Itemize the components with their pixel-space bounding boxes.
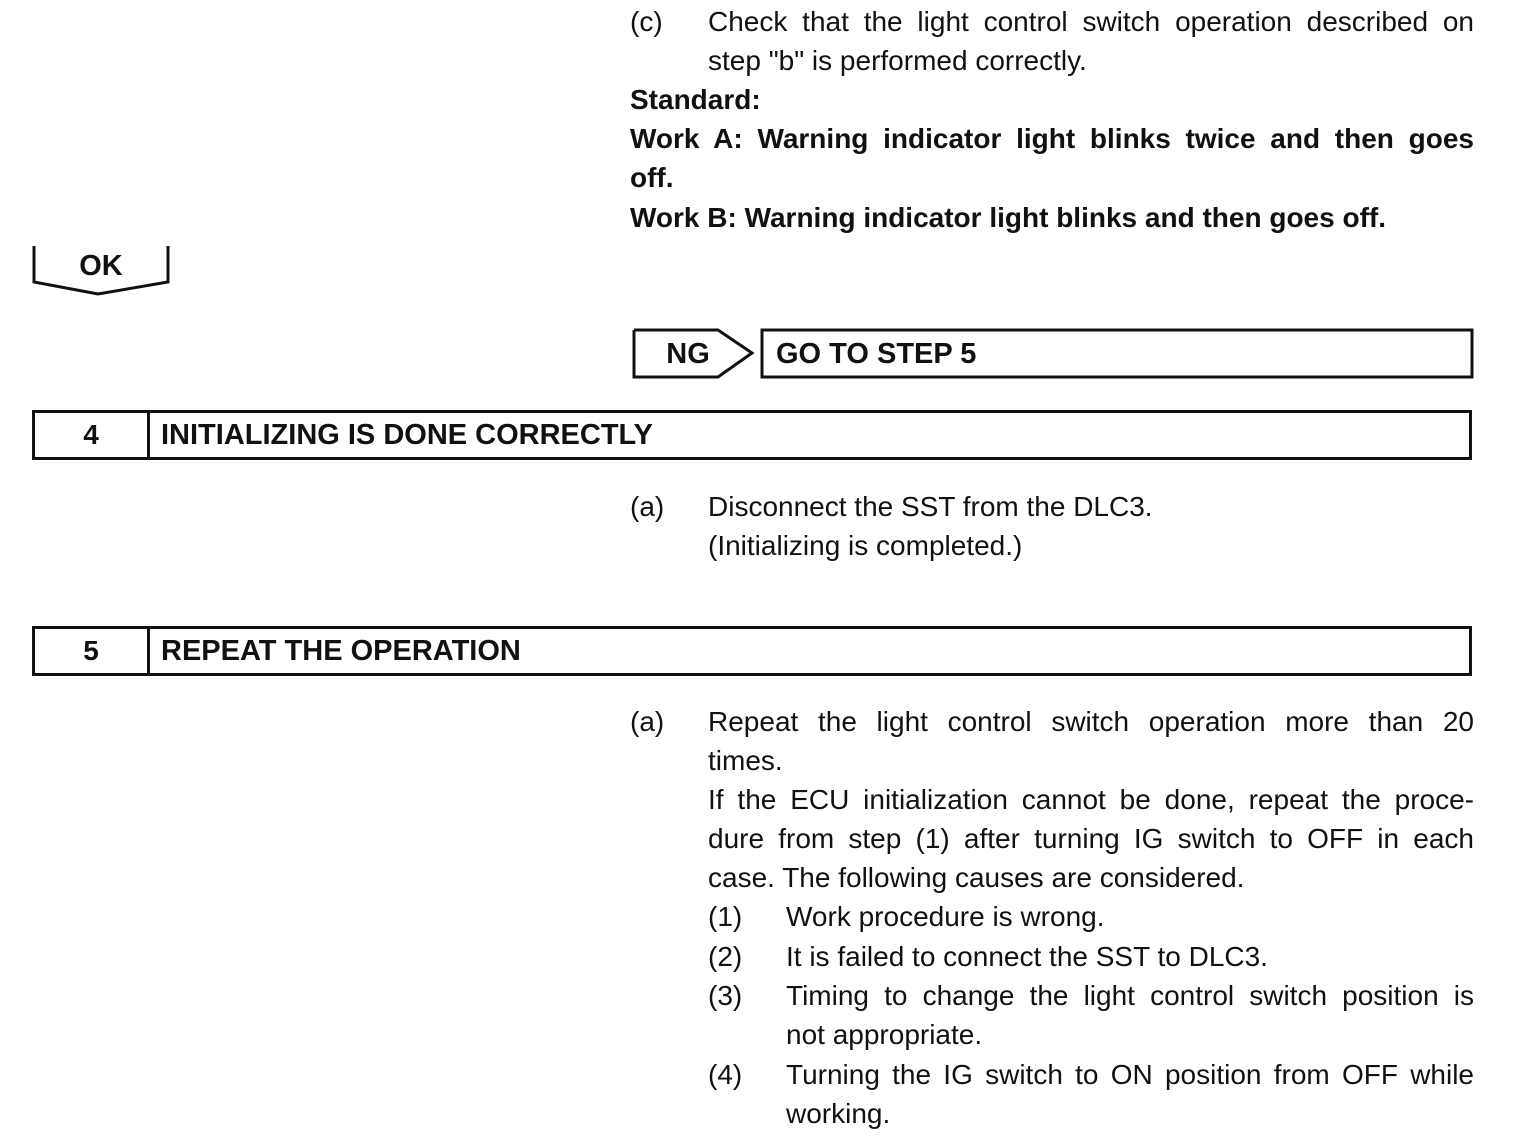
standard-heading: Standard: — [630, 84, 761, 115]
standard-work-b: Work B: Warning indicator light blinks and then goes off. — [630, 202, 1386, 233]
step-5-a-line4: dure from step (1) after turning IG switch to OFF in each — [708, 823, 1474, 854]
cause-3-line2: not appropriate. — [786, 1019, 983, 1050]
cause-4-line2: working. — [786, 1098, 891, 1129]
step-5-a-label: (a) — [630, 706, 665, 737]
cause-4-label: (4) — [708, 1059, 743, 1090]
step-5-a-line5: case. The following causes are considered. — [708, 862, 1245, 893]
step-5-title: REPEAT THE OPERATION — [161, 635, 521, 667]
step-4-a-line2: (Initializing is completed.) — [708, 530, 1023, 561]
ng-flag-shape — [632, 328, 1474, 380]
cause-4-line1: Turning the IG switch to ON position from OFF while — [786, 1059, 1474, 1090]
cause-1-label: (1) — [708, 901, 743, 932]
step-5-a-line1: Repeat the light control switch operation more than 20 — [708, 706, 1474, 737]
step-4-title: INITIALIZING IS DONE CORRECTLY — [161, 419, 653, 451]
step-5-header — [32, 626, 1472, 676]
step-4-a-label: (a) — [630, 491, 665, 522]
step-4-a-line1: Disconnect the SST from the DLC3. — [708, 491, 1153, 522]
step-5-number: 5 — [35, 629, 150, 673]
cause-2-line1: It is failed to connect the SST to DLC3. — [786, 941, 1268, 972]
step-c-label: (c) — [630, 6, 663, 37]
ok-flag-label: OK — [79, 250, 123, 282]
cause-1-line1: Work procedure is wrong. — [786, 901, 1105, 932]
step-4-header — [32, 410, 1472, 460]
ng-flag-target: GO TO STEP 5 — [776, 338, 977, 370]
step-c-text-line2: step "b" is performed correctly. — [708, 45, 1087, 76]
step-5-a-line3: If the ECU initialization cannot be done, repeat the proce- — [708, 784, 1474, 815]
standard-work-a-line2: off. — [630, 162, 674, 193]
ok-flag[interactable] — [32, 244, 170, 296]
ng-flag-label: NG — [666, 338, 710, 370]
cause-2-label: (2) — [708, 941, 743, 972]
ng-flag[interactable] — [632, 328, 1474, 380]
cause-3-label: (3) — [708, 980, 743, 1011]
step-c-text-line1: Check that the light control switch operation described on — [708, 6, 1474, 37]
cause-3-line1: Timing to change the light control switch position is — [786, 980, 1474, 1011]
standard-work-a-line1: Work A: Warning indicator light blinks twice and then goes — [630, 123, 1474, 154]
step-4-number: 4 — [35, 413, 150, 457]
step-5-a-line2: times. — [708, 745, 783, 776]
